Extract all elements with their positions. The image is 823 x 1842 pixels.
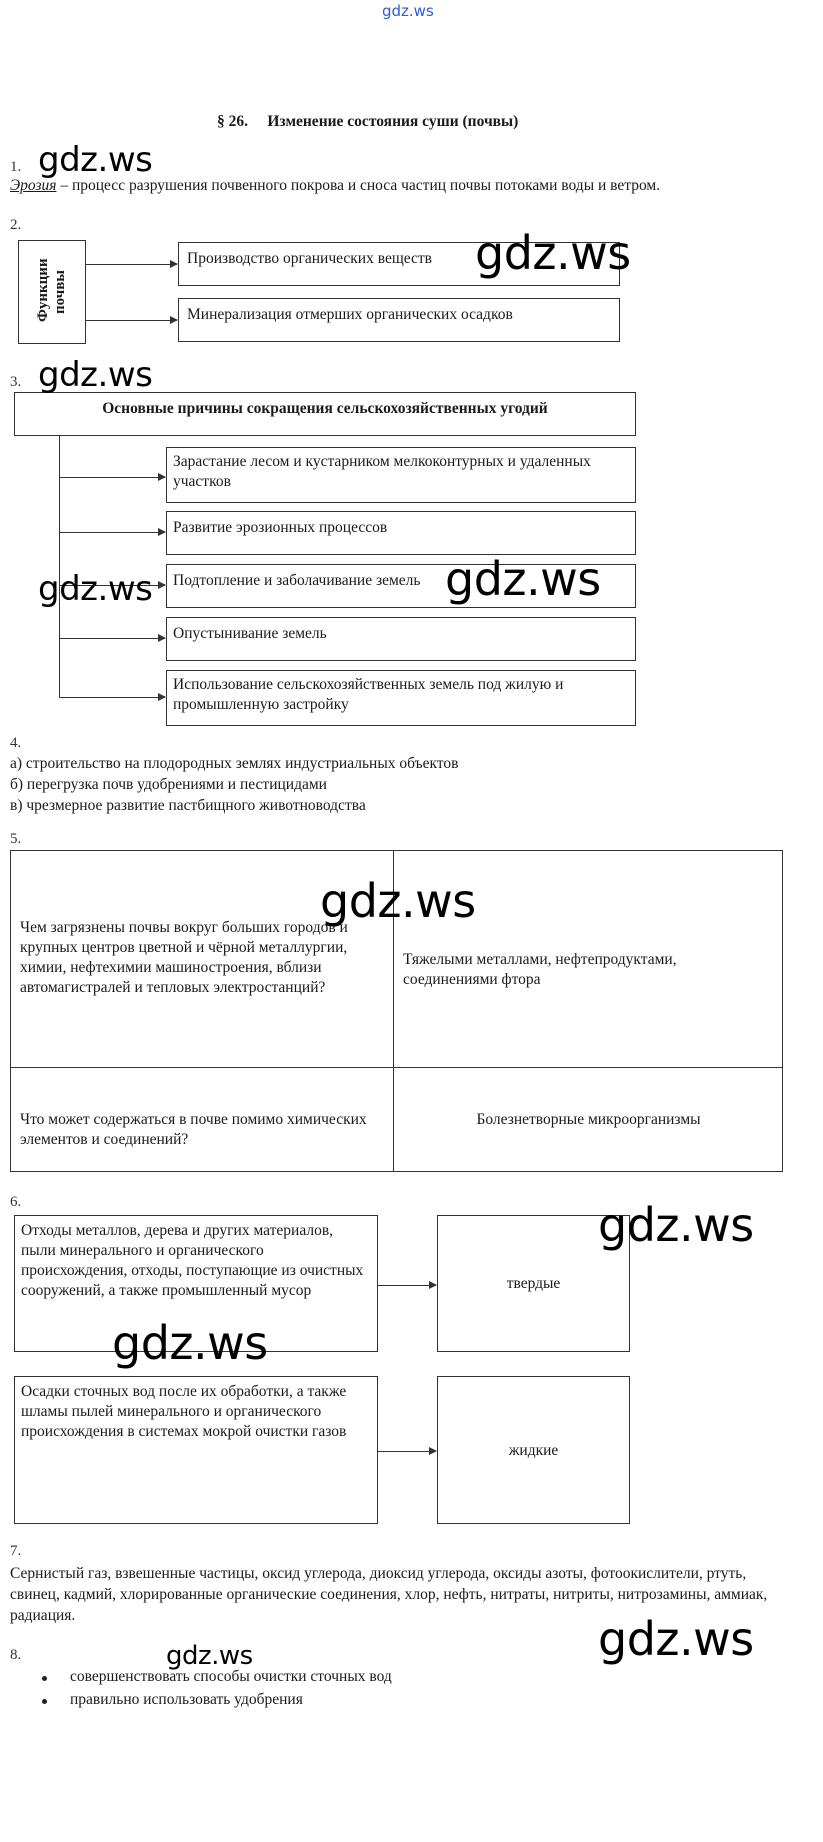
q2-item-2: Минерализация отмерших органических осадков xyxy=(187,306,513,323)
q1-term: Эрозия xyxy=(10,177,57,194)
q3-item-1: Зарастание лесом и кустарником мелкоконтурных и удаленных участков xyxy=(173,453,591,491)
watermark: gdz.ws xyxy=(38,140,153,180)
q6-type-2: жидкие xyxy=(508,1442,559,1459)
q8-bullet-2: правильно использовать удобрения xyxy=(70,1691,303,1708)
q5-number: 5. xyxy=(10,831,22,847)
q2-item-box-2 xyxy=(178,298,620,342)
q3-item-box-2 xyxy=(166,511,636,555)
q3-item-box-4 xyxy=(166,617,636,661)
q3-item-5: Использование сельскохозяйственных земель под жилую и промышленную застройку xyxy=(173,676,564,714)
q3-item-2: Развитие эрозионных процессов xyxy=(173,519,388,536)
watermark: gdz.ws xyxy=(445,552,601,606)
bullet-icon xyxy=(42,1676,47,1681)
watermark: gdz.ws xyxy=(166,1641,253,1671)
q6-type-1: твердые xyxy=(506,1275,561,1292)
q6-source-2: Осадки сточных вод после их обработки, а также шламы пылей минерального и органического происхождения в системах мокрой очистки газов xyxy=(21,1383,347,1441)
watermark: gdz.ws xyxy=(475,226,631,280)
page-title: § 26. Изменение состояния суши (почвы) xyxy=(217,113,519,130)
q5-row-divider xyxy=(10,1067,783,1068)
q5-question-1: Чем загрязнены почвы вокруг больших городов и крупных центров цветной и чёрной металлургии, химии, нефтехимии машиностроения, вблизи автомагистралей и тепловых электростанций? xyxy=(20,919,348,997)
soil-functions-label-box xyxy=(18,240,86,344)
q5-question-2: Что может содержаться в почве помимо химических элементов и соединений? xyxy=(20,1111,367,1149)
watermark: gdz.ws xyxy=(38,569,153,609)
q7-number: 7. xyxy=(10,1543,22,1559)
q4-line-c: в) чрезмерное развитие пастбищного животноводства xyxy=(10,797,366,814)
q3-header-box xyxy=(14,392,636,436)
q6-number: 6. xyxy=(10,1194,22,1210)
q8-number: 8. xyxy=(10,1647,22,1663)
q5-answer-2: Болезнетворные микроорганизмы xyxy=(476,1111,701,1128)
q3-item-3: Подтопление и заболачивание земель xyxy=(173,572,421,589)
q6-source-1: Отходы металлов, дерева и других материалов, пыли минерального и органического происхождения, отходы, поступающие из очистных сооружений, а также промышленный мусор xyxy=(21,1222,364,1300)
q3-arrow-5 xyxy=(59,697,165,698)
q2-item-1: Производство органических веществ xyxy=(187,250,433,267)
q6-type-box-2 xyxy=(437,1376,630,1524)
watermark: gdz.ws xyxy=(112,1316,268,1370)
watermark: gdz.ws xyxy=(320,874,476,928)
q3-item-4: Опустынивание земель xyxy=(173,625,327,642)
q3-item-box-1 xyxy=(166,447,636,503)
q8-bullet-1: совершенствовать способы очистки сточных вод xyxy=(70,1668,392,1685)
soil-functions-label: Функции почвы xyxy=(34,258,68,322)
q2-arrow-2 xyxy=(86,320,177,321)
q3-arrow-1 xyxy=(59,477,165,478)
q3-arrow-4 xyxy=(59,638,165,639)
q6-arrow-1 xyxy=(378,1285,436,1286)
q4-number: 4. xyxy=(10,735,22,751)
q3-arrow-2 xyxy=(59,532,165,533)
watermark: gdz.ws xyxy=(598,1198,754,1252)
watermark: gdz.ws xyxy=(598,1612,754,1666)
q4-line-b: б) перегрузка почв удобрениями и пестицидами xyxy=(10,776,327,793)
q3-header: Основные причины сокращения сельскохозяйственных угодий xyxy=(102,400,548,417)
q5-answer-1: Тяжелыми металлами, нефтепродуктами, соединениями фтора xyxy=(403,951,677,989)
q3-item-box-5 xyxy=(166,670,636,726)
q6-source-box-2 xyxy=(14,1376,378,1524)
q4-line-a: а) строительство на плодородных землях индустриальных объектов xyxy=(10,755,459,772)
q1-number: 1. xyxy=(10,159,22,175)
q1-text: – процесс разрушения почвенного покрова и сноса частиц почвы потоками воды и ветром. xyxy=(56,177,661,194)
site-link[interactable]: gdz.ws xyxy=(382,2,434,20)
q6-arrow-2 xyxy=(378,1451,436,1452)
q3-number: 3. xyxy=(10,374,22,390)
watermark: gdz.ws xyxy=(38,355,153,395)
q2-number: 2. xyxy=(10,217,22,233)
bullet-icon xyxy=(42,1699,47,1704)
q2-arrow-1 xyxy=(86,264,177,265)
q7-text: Сернистый газ, взвешенные частицы, оксид углерода, диоксид углерода, оксиды азоты, фотоокислители, ртуть, свинец, кадмий, хлорированные органические соединения, хлор, нефть, нитраты, нитриты, нитрозамины, аммиак, радиация. xyxy=(10,1565,768,1624)
